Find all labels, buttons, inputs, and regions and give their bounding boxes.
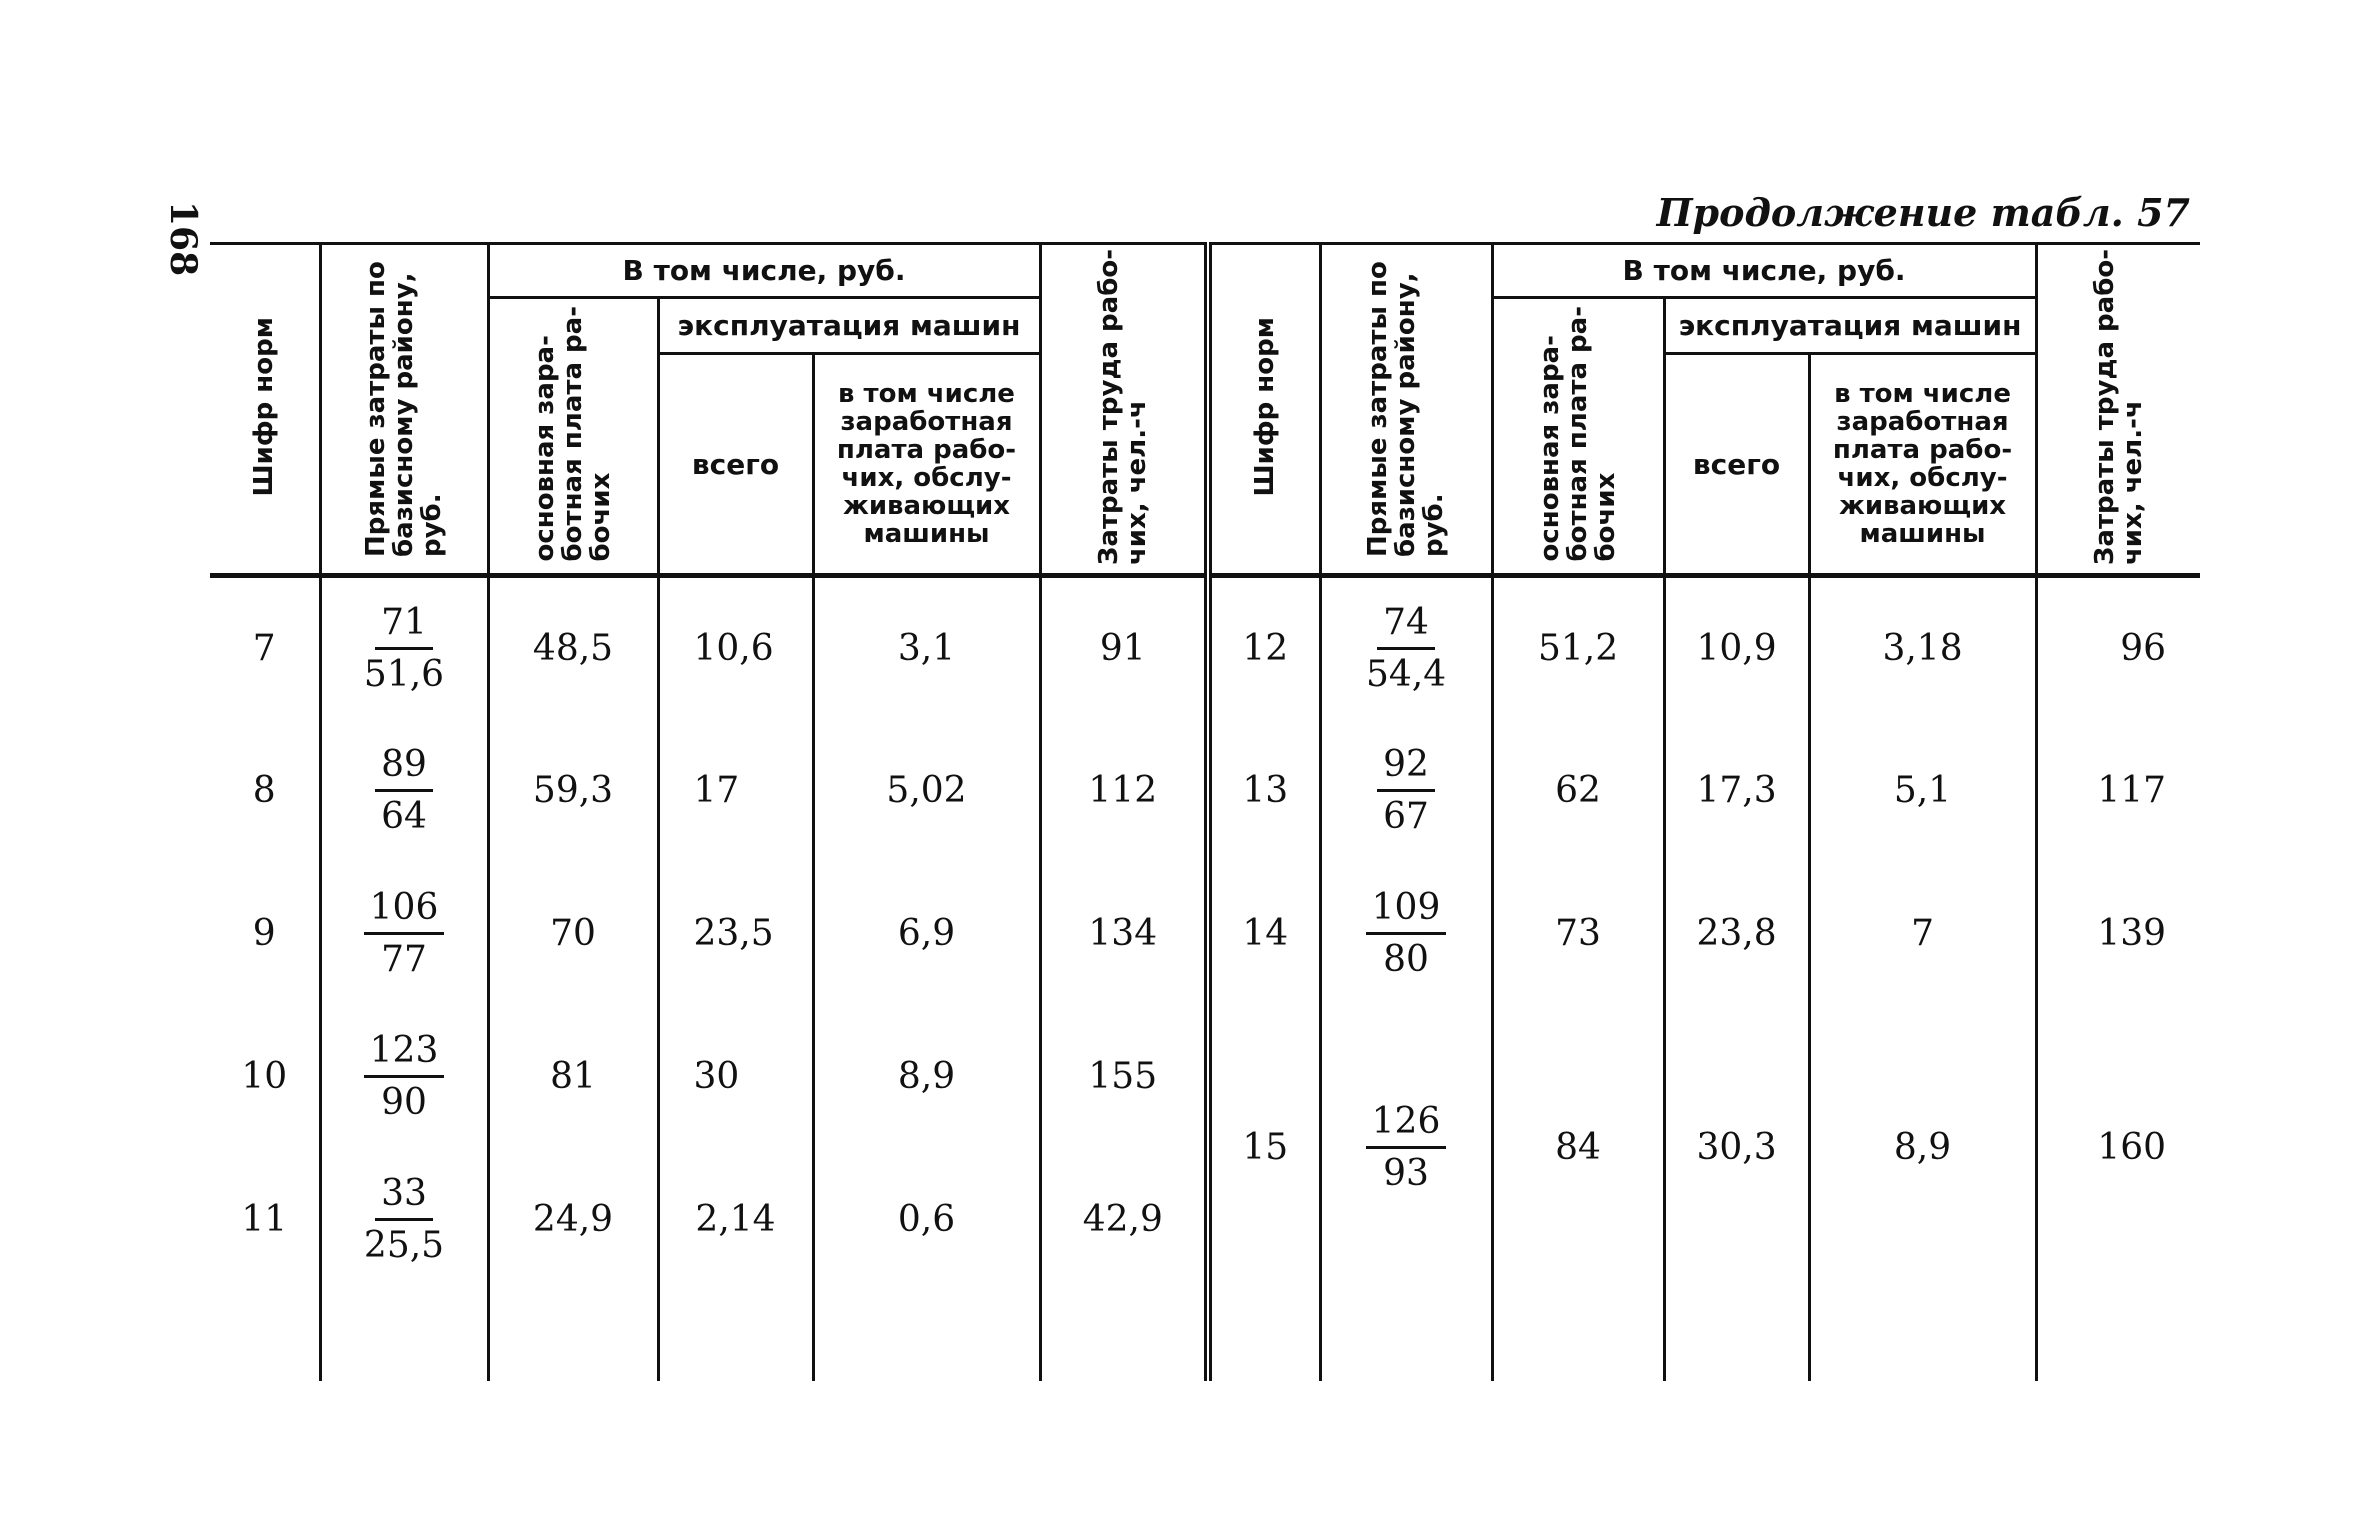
table-caption: Продолжение табл. 57 — [1656, 190, 2190, 235]
left-machines-wage: 3,1 — [813, 576, 1040, 719]
header-labor: Затраты труда рабо- чих, чел.-ч — [1040, 244, 1208, 576]
left-machines-total: 2,14 — [658, 1148, 813, 1291]
right-base-wage: 84 — [1492, 1005, 1664, 1291]
left-base-wage: 24,9 — [488, 1148, 658, 1291]
left-base-wage: 59,3 — [488, 719, 658, 862]
left-machines-total: 10,6 — [658, 576, 813, 719]
left-machines-total: 17 — [658, 719, 813, 862]
right-machines-total: 17,3 — [1664, 719, 1809, 862]
left-machines-wage: 6,9 — [813, 862, 1040, 1005]
table-row — [210, 576, 2200, 719]
right-machines-wage: 5,1 — [1809, 719, 2036, 862]
left-fraction: $\frac{106}{77}$ — [320, 862, 488, 1005]
header-including: В том числе, руб. — [488, 244, 1040, 298]
right-machines-total: 30,3 — [1664, 1005, 1809, 1291]
left-code: 11 — [241, 1198, 288, 1240]
table-row — [210, 1005, 2200, 1148]
right-fraction: $\frac{74}{54,4}$ — [1320, 576, 1492, 719]
right-labor: 139 — [2036, 862, 2200, 1005]
left-fraction: $\frac{89}{64}$ — [320, 719, 488, 862]
header-code: Шифр норм — [210, 244, 320, 576]
left-base-wage: 70 — [488, 862, 658, 1005]
right-code: 15 — [1208, 1005, 1320, 1291]
left-machines-wage: 8,9 — [813, 1005, 1040, 1148]
right-machines-wage: 7 — [1809, 862, 2036, 1005]
header-machines: эксплуатация машин — [658, 298, 1040, 354]
right-fraction: $\frac{126}{93}$ — [1320, 1005, 1492, 1291]
costs-table — [210, 242, 2200, 1381]
right-machines-total: 10,9 — [1664, 576, 1809, 719]
right-code: 13 — [1208, 719, 1320, 862]
left-labor: 155 — [1040, 1005, 1208, 1148]
right-base-wage: 62 — [1492, 719, 1664, 862]
left-fraction: $\frac{123}{90}$ — [320, 1005, 488, 1148]
left-fraction: $\frac{71}{51,6}$ — [320, 576, 488, 719]
right-machines-wage: 3,18 — [1809, 576, 2036, 719]
header-machines-right: эксплуатация машин — [1664, 298, 2036, 354]
right-labor: 96 — [2036, 576, 2200, 719]
left-labor: 112 — [1040, 719, 1208, 862]
right-base-wage: 51,2 — [1492, 576, 1664, 719]
left-base-wage: 81 — [488, 1005, 658, 1148]
left-labor: 91 — [1040, 576, 1208, 719]
left-base-wage: 48,5 — [488, 576, 658, 719]
right-code: 12 — [1208, 576, 1320, 719]
table-row — [210, 719, 2200, 862]
right-code: 14 — [1208, 862, 1320, 1005]
header-labor-right: Затраты труда рабо- чих, чел.-ч — [2036, 244, 2200, 576]
left-code: 10 — [241, 1055, 288, 1097]
header-machines-total-right: всего — [1664, 354, 1809, 576]
header-base-wage: основная зара- ботная плата ра- бочих — [488, 298, 658, 576]
right-base-wage: 73 — [1492, 862, 1664, 1005]
header-machines-total: всего — [658, 354, 813, 576]
right-labor: 160 — [2036, 1005, 2200, 1291]
left-machines-total: 23,5 — [658, 862, 813, 1005]
right-machines-total: 23,8 — [1664, 862, 1809, 1005]
table-tail — [210, 1291, 2200, 1381]
page-number: 168 — [162, 201, 204, 277]
right-labor: 117 — [2036, 719, 2200, 862]
left-labor: 134 — [1040, 862, 1208, 1005]
header-direct-costs: Прямые затраты по базисному району, руб. — [320, 244, 488, 576]
table-row — [210, 862, 2200, 1005]
header-including-right: В том числе, руб. — [1492, 244, 2036, 298]
right-machines-wage: 8,9 — [1809, 1005, 2036, 1291]
left-machines-total: 30 — [658, 1005, 813, 1148]
header-base-wage-right: основная зара- ботная плата ра- бочих — [1492, 298, 1664, 576]
header-direct-costs-right: Прямые затраты по базисному району, руб. — [1320, 244, 1492, 576]
left-fraction: $\frac{33}{25,5}$ — [320, 1148, 488, 1291]
header-code-right: Шифр норм — [1208, 244, 1320, 576]
header-machines-wage-right: в том числе заработная плата рабо- чих, обслу- живающих машины — [1809, 354, 2036, 576]
left-code: 9 — [252, 912, 276, 954]
header-machines-wage: в том числе заработная плата рабо- чих, обслу- живающих машины — [813, 354, 1040, 576]
right-fraction: $\frac{92}{67}$ — [1320, 719, 1492, 862]
left-machines-wage: 5,02 — [813, 719, 1040, 862]
left-machines-wage: 0,6 — [813, 1148, 1040, 1291]
left-labor: 42,9 — [1040, 1148, 1208, 1291]
left-code: 7 — [252, 627, 276, 669]
right-fraction: $\frac{109}{80}$ — [1320, 862, 1492, 1005]
left-code: 8 — [252, 769, 276, 811]
header-row-1 — [210, 244, 2200, 298]
